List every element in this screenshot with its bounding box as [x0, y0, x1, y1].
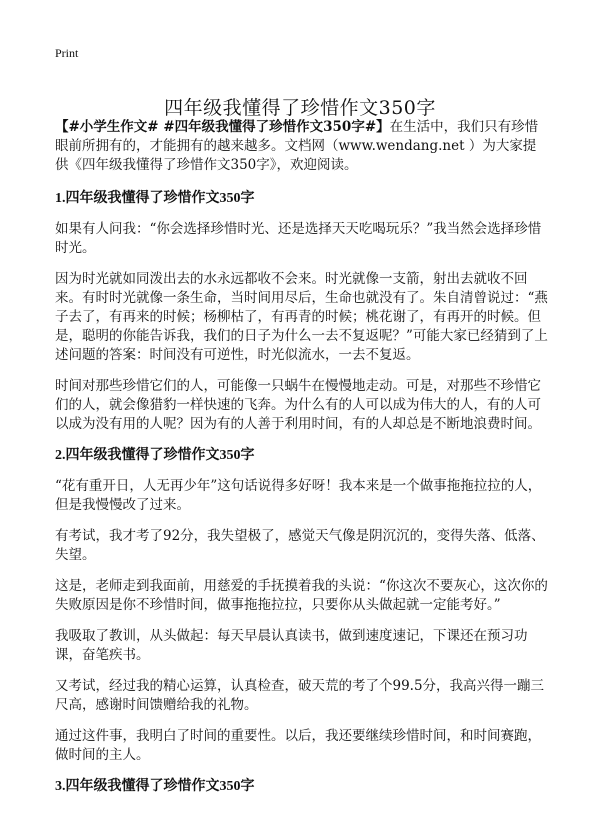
print-label: Print: [55, 46, 79, 60]
section-heading: 2.四年级我懂得了珍惜作文350字: [55, 448, 255, 463]
section-heading: 1.四年级我懂得了珍惜作文350字: [55, 191, 255, 206]
document-title: 四年级我懂得了珍惜作文350字: [164, 96, 436, 119]
section-3: [55, 777, 549, 796]
section-heading: 3.四年级我懂得了珍惜作文350字: [55, 779, 255, 794]
intro-text: 在生活中，我们只有珍惜眼前所拥有的，才能拥有的越来越多。文档网（www.wendang.net ）为大家提供《四年级我懂得了珍惜作文350字》，欢迎阅读。: [55, 119, 539, 173]
paragraph: 有考试，我才考了92分，我失望极了，感觉天气像是阴沉沉的，变得失落、低落、失望。: [55, 528, 545, 563]
paragraph: 通过这件事，我明白了时间的重要性。以后，我还要继续珍惜时间，和时间赛跑，做时间的主人。: [55, 728, 541, 763]
paragraph: 我吸取了教训，从头做起：每天早晨认真读书，做到速度速记，下课还在预习功课，奋笔疾书。: [55, 628, 528, 663]
paragraph: “花有重开日，人无再少年”这句话说得多好呀！我本来是一个做事拖拖拉拉的人，但是我慢慢改了过来。: [55, 478, 542, 513]
section-2: [55, 446, 549, 765]
paragraph: 又考试，经过我的精心运算，认真检查，破天荒的考了个99.5分，我高兴得一蹦三尺高，感谢时间馈赠给我的礼物。: [55, 678, 545, 713]
document-body: [55, 118, 549, 808]
paragraph: 如果有人问我：“你会选择珍惜时光、还是选择天天吃喝玩乐？”我当然会选择珍惜时光。: [55, 221, 542, 256]
section-1: [55, 189, 549, 434]
paragraph: 这是，老师走到我面前，用慈爱的手抚摸着我的头说：“你这次不要灰心，这次你的失败原因是你不珍惜时间，做事拖拖拉拉，只要你从头做起就一定能考好。”: [55, 578, 548, 613]
intro-paragraph: [55, 118, 549, 175]
intro-tags: 【#小学生作文# #四年级我懂得了珍惜作文350字#】: [55, 119, 390, 135]
paragraph: 时间对那些珍惜它们的人，可能像一只蜗牛在慢慢地走动。可是，对那些不珍惜它们的人，就会像猎豹一样快速的飞奔。为什么有的人可以成为伟大的人，有的人可以成为没有用的人呢？因为有的人善于利用时间，有的人却总是不断地浪费时间。: [55, 378, 541, 432]
paragraph: 因为时光就如同泼出去的水永远都收不会来。时光就像一支箭，射出去就收不回来。有时时光就像一条生命，当时间用尽后，生命也就没有了。朱自清曾说过：“燕子去了，有再来的时候；杨柳枯了，有再青的时候；桃花谢了，有再开的时候。但是，聪明的你能告诉我，我们的日子为什么一去不复返呢？”可能大家已经猜到了上述问题的答案：时间没有可逆性，时光似流水，一去不复返。: [55, 271, 548, 363]
